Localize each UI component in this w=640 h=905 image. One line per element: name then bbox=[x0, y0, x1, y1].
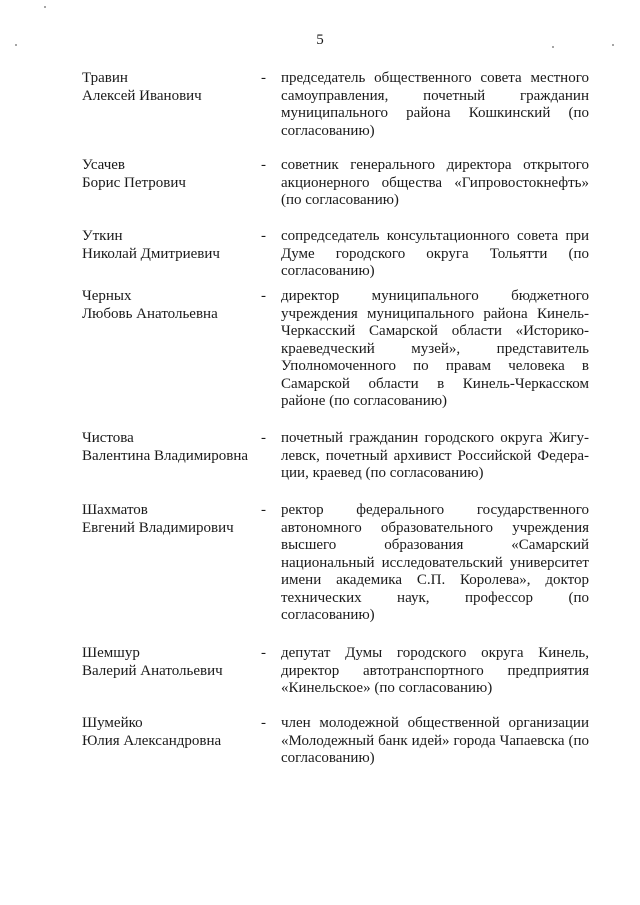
description-line: Уполномоченного по правам человека в bbox=[281, 358, 589, 374]
description-line: «Кинельское» (по согласованию) bbox=[281, 680, 493, 696]
member-surname: Шумейко bbox=[82, 715, 143, 731]
description-line: акционерного общества «Гипровостокнефть» bbox=[281, 174, 589, 191]
member-name bbox=[82, 228, 257, 263]
description-line: учреждения муниципального района Кинель- bbox=[281, 305, 589, 322]
description-line: Самарской области в Кинель-Черкасском bbox=[281, 375, 589, 392]
entry-dash: - bbox=[261, 157, 266, 173]
description-line: Черкасский Самарской области «Историко- bbox=[281, 323, 589, 339]
entry-dash: - bbox=[261, 502, 266, 518]
description-line: Думе городского округа Тольятти (по bbox=[281, 245, 589, 262]
member-description bbox=[281, 715, 589, 768]
member-name bbox=[82, 288, 257, 323]
description-line: автономного образовательного учреждения bbox=[281, 519, 589, 536]
description-line: районе (по согласованию) bbox=[281, 393, 448, 409]
description-line: согласованию) bbox=[281, 263, 375, 279]
member-given-name: Алексей Иванович bbox=[82, 87, 202, 104]
member-given-name: Юлия Александровна bbox=[82, 732, 222, 749]
member-name bbox=[82, 430, 257, 465]
description-line: директор автотранспортного предприятия bbox=[281, 662, 589, 679]
member-description bbox=[281, 502, 589, 625]
description-line: высшего образования «Самарский bbox=[281, 537, 589, 553]
scan-speck bbox=[44, 6, 46, 8]
member-given-name: Борис Петрович bbox=[82, 174, 186, 191]
member-name bbox=[82, 157, 257, 192]
member-name bbox=[82, 645, 257, 680]
page-number: 5 bbox=[316, 32, 324, 48]
member-name bbox=[82, 70, 257, 105]
member-description bbox=[281, 430, 589, 483]
member-given-name: Николай Дмитриевич bbox=[82, 245, 220, 262]
entry-dash: - bbox=[261, 288, 266, 304]
member-surname: Травин bbox=[82, 70, 128, 86]
description-line: национальный исследовательский университет bbox=[281, 554, 589, 571]
description-line: директор муниципального бюджетного bbox=[281, 288, 589, 304]
description-line: «Молодежный банк идей» города Чапаевска (по bbox=[281, 732, 589, 749]
member-description bbox=[281, 288, 589, 411]
member-surname: Шахматов bbox=[82, 502, 148, 518]
entry-dash: - bbox=[261, 228, 266, 244]
description-line: почетный гражданин городского округа Жигу- bbox=[281, 430, 589, 446]
member-surname: Усачев bbox=[82, 157, 126, 173]
member-given-name: Любовь Анатольевна bbox=[82, 305, 218, 322]
member-description bbox=[281, 645, 589, 698]
description-line: (по согласованию) bbox=[281, 192, 399, 208]
description-line: технических наук, профессор (по bbox=[281, 589, 589, 606]
member-surname: Чистова bbox=[82, 430, 134, 446]
entry-dash: - bbox=[261, 70, 266, 86]
description-line: согласованию) bbox=[281, 607, 375, 623]
description-line: ректор федерального государственного bbox=[281, 502, 589, 518]
description-line: сопредседатель консультационного совета при bbox=[281, 228, 589, 244]
description-line: советник генерального директора открытого bbox=[281, 157, 589, 173]
entry-dash: - bbox=[261, 715, 266, 731]
member-surname: Черных bbox=[82, 288, 132, 304]
member-description bbox=[281, 70, 589, 140]
description-line: ции, краевед (по согласованию) bbox=[281, 465, 484, 481]
member-description bbox=[281, 228, 589, 281]
member-name bbox=[82, 715, 257, 750]
entry-dash: - bbox=[261, 430, 266, 446]
member-given-name: Евгений Владимирович bbox=[82, 519, 234, 536]
description-line: левск, почетный архивист Российской Федера- bbox=[281, 447, 589, 464]
description-line: имени академика С.П. Королева», доктор bbox=[281, 572, 589, 588]
description-line: член молодежной общественной организации bbox=[281, 715, 589, 731]
member-given-name: Валентина Владимировна bbox=[82, 447, 249, 464]
description-line: краеведческий музей», представитель bbox=[281, 340, 589, 357]
description-line: депутат Думы городского округа Кинель, bbox=[281, 645, 589, 661]
description-line: муниципального района Кошкинский (по bbox=[281, 105, 589, 121]
description-line: председатель общественного совета местного bbox=[281, 70, 589, 86]
description-line: согласованию) bbox=[281, 750, 375, 766]
member-surname: Уткин bbox=[82, 228, 123, 244]
member-given-name: Валерий Анатольевич bbox=[82, 662, 223, 679]
member-surname: Шемшур bbox=[82, 645, 140, 661]
description-line: согласованию) bbox=[281, 122, 375, 139]
description-line: самоуправления, почетный гражданин bbox=[281, 87, 589, 104]
member-name bbox=[82, 502, 257, 537]
entry-dash: - bbox=[261, 645, 266, 661]
member-description bbox=[281, 157, 589, 210]
